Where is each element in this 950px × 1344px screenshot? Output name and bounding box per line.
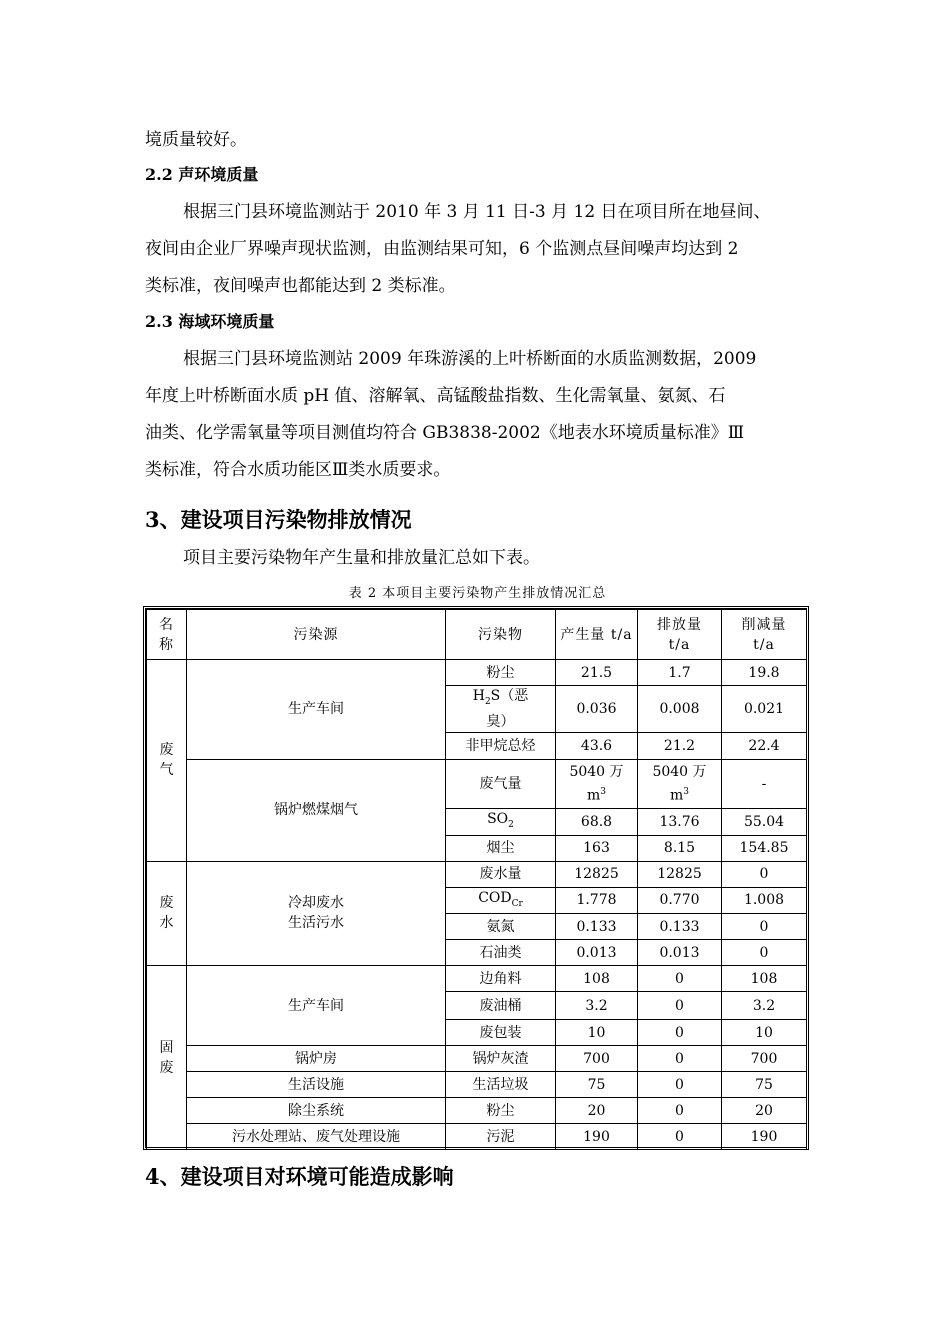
emission-cell: 0.133 (638, 914, 722, 940)
table-row (147, 1098, 807, 1124)
table-caption: 表 2 本项目主要污染物产生排放情况汇总 (348, 586, 607, 601)
emission-cell: 8.15 (638, 835, 722, 861)
category-exhaust-gas: 废 气 (147, 660, 187, 862)
pollutant-cell: 生活垃圾 (446, 1072, 556, 1098)
emission-cell: 0 (638, 1098, 722, 1124)
emission-cell: 0.008 (638, 686, 722, 733)
header-name: 名 称 (147, 610, 187, 660)
emission-cell: 0 (638, 1072, 722, 1098)
pollutant-cell: 废水量 (446, 861, 556, 887)
produced-cell: 0.036 (556, 686, 638, 733)
paragraph-line: 油类、化学需氧量等项目测值均符合 GB3838-2002《地表水环境质量标准》Ⅲ (145, 423, 745, 443)
produced-cell: 1.778 (556, 887, 638, 914)
reduction-cell: 0 (722, 861, 807, 887)
paragraph-line: 类标准，夜间噪声也都能达到 2 类标准。 (145, 276, 456, 296)
emission-cell: 5040 万 $m^3$ (638, 759, 722, 808)
pollutant-cell: 粉尘 (446, 1098, 556, 1124)
pollutant-cell: 锅炉灰渣 (446, 1046, 556, 1072)
emission-cell: 0.013 (638, 940, 722, 966)
produced-cell: 21.5 (556, 660, 638, 686)
category-solid-waste: 固 废 (147, 966, 187, 1150)
table-row (147, 759, 807, 808)
table-header-row (147, 610, 807, 660)
source-cell: 生产车间 (187, 660, 446, 760)
pollutant-cell: 粉尘 (446, 660, 556, 686)
header-reduction: 削减量 t/a (722, 610, 807, 660)
emission-cell: 0 (638, 1020, 722, 1046)
pollutant-table (146, 609, 807, 1150)
pollutant-cell: $COD_{Cr}$ (446, 887, 556, 914)
produced-cell: 163 (556, 835, 638, 861)
table-row (147, 966, 807, 992)
source-cell: 污水处理站、废气处理设施 (187, 1124, 446, 1150)
pollutant-cell: 废气量 (446, 759, 556, 808)
source-cell: 除尘系统 (187, 1098, 446, 1124)
reduction-cell: 154.85 (722, 835, 807, 861)
reduction-cell: 19.8 (722, 660, 807, 686)
source-cell: 冷却废水 生活污水 (187, 861, 446, 966)
produced-cell: 108 (556, 966, 638, 992)
section-heading-3: 3、建设项目污染物排放情况 (145, 507, 412, 532)
reduction-cell: 20 (722, 1098, 807, 1124)
paragraph-line: 夜间由企业厂界噪声现状监测，由监测结果可知，6 个监测点昼间噪声均达到 2 (145, 239, 739, 259)
paragraph-line: 根据三门县环境监测站于 2010 年 3 月 11 日-3 月 12 日在项目所在地昼间、 (183, 202, 771, 222)
source-cell: 生产车间 (187, 966, 446, 1046)
reduction-cell: 108 (722, 966, 807, 992)
reduction-cell: 190 (722, 1124, 807, 1150)
header-pollutant: 污染物 (446, 610, 556, 660)
pollutant-cell: $H_2S$（恶 臭） (446, 686, 556, 733)
produced-cell: 68.8 (556, 808, 638, 835)
section-heading-2-2: 2.2 声环境质量 (145, 165, 259, 184)
pollutant-cell: 污泥 (446, 1124, 556, 1150)
reduction-cell: 55.04 (722, 808, 807, 835)
produced-cell: 75 (556, 1072, 638, 1098)
emission-cell: 13.76 (638, 808, 722, 835)
produced-cell: 5040 万 $m^3$ (556, 759, 638, 808)
pollutant-cell: 废包装 (446, 1020, 556, 1046)
reduction-cell: 22.4 (722, 732, 807, 759)
pollutant-cell: 边角料 (446, 966, 556, 992)
emission-cell: 12825 (638, 861, 722, 887)
pollutant-cell: 石油类 (446, 940, 556, 966)
pollutant-cell: 氨氮 (446, 914, 556, 940)
section-heading-2-3: 2.3 海域环境质量 (145, 312, 275, 331)
paragraph-line: 类标准，符合水质功能区Ⅲ类水质要求。 (145, 460, 451, 480)
produced-cell: 190 (556, 1124, 638, 1150)
reduction-cell: 3.2 (722, 992, 807, 1020)
produced-cell: 20 (556, 1098, 638, 1124)
produced-cell: 3.2 (556, 992, 638, 1020)
table-row (147, 1046, 807, 1072)
produced-cell: 10 (556, 1020, 638, 1046)
paragraph-line: 根据三门县环境监测站 2009 年珠游溪的上叶桥断面的水质监测数据，2009 (183, 349, 757, 369)
produced-cell: 700 (556, 1046, 638, 1072)
header-source: 污染源 (187, 610, 446, 660)
emission-cell: 1.7 (638, 660, 722, 686)
paragraph-line: 境质量较好。 (145, 130, 247, 150)
paragraph-line: 年度上叶桥断面水质 pH 值、溶解氧、高锰酸盐指数、生化需氧量、氨氮、石 (145, 386, 726, 406)
source-cell: 锅炉燃煤烟气 (187, 759, 446, 861)
emission-cell: 0 (638, 992, 722, 1020)
pollutant-cell: 非甲烷总烃 (446, 732, 556, 759)
emission-cell: 0.770 (638, 887, 722, 914)
produced-cell: 12825 (556, 861, 638, 887)
emission-cell: 0 (638, 966, 722, 992)
reduction-cell: 75 (722, 1072, 807, 1098)
source-cell: 锅炉房 (187, 1046, 446, 1072)
reduction-cell: 1.008 (722, 887, 807, 914)
category-wastewater: 废 水 (147, 861, 187, 966)
reduction-cell: 0.021 (722, 686, 807, 733)
table-row (147, 1072, 807, 1098)
pollutant-cell: 废油桶 (446, 992, 556, 1020)
emission-cell: 0 (638, 1046, 722, 1072)
produced-cell: 43.6 (556, 732, 638, 759)
header-produced: 产生量 t/a (556, 610, 638, 660)
header-emission: 排放量 t/a (638, 610, 722, 660)
reduction-cell: 0 (722, 940, 807, 966)
table-row (147, 660, 807, 686)
reduction-cell: 700 (722, 1046, 807, 1072)
source-cell: 生活设施 (187, 1072, 446, 1098)
table-row (147, 1124, 807, 1150)
emission-cell: 0 (638, 1124, 722, 1150)
reduction-cell: - (722, 759, 807, 808)
emission-cell: 21.2 (638, 732, 722, 759)
section-heading-4: 4、建设项目对环境可能造成影响 (145, 1164, 454, 1189)
pollutant-cell: 烟尘 (446, 835, 556, 861)
paragraph-line: 项目主要污染物年产生量和排放量汇总如下表。 (183, 548, 540, 568)
reduction-cell: 0 (722, 914, 807, 940)
produced-cell: 0.133 (556, 914, 638, 940)
pollutant-cell: $SO_2$ (446, 808, 556, 835)
produced-cell: 0.013 (556, 940, 638, 966)
table-row (147, 861, 807, 887)
reduction-cell: 10 (722, 1020, 807, 1046)
